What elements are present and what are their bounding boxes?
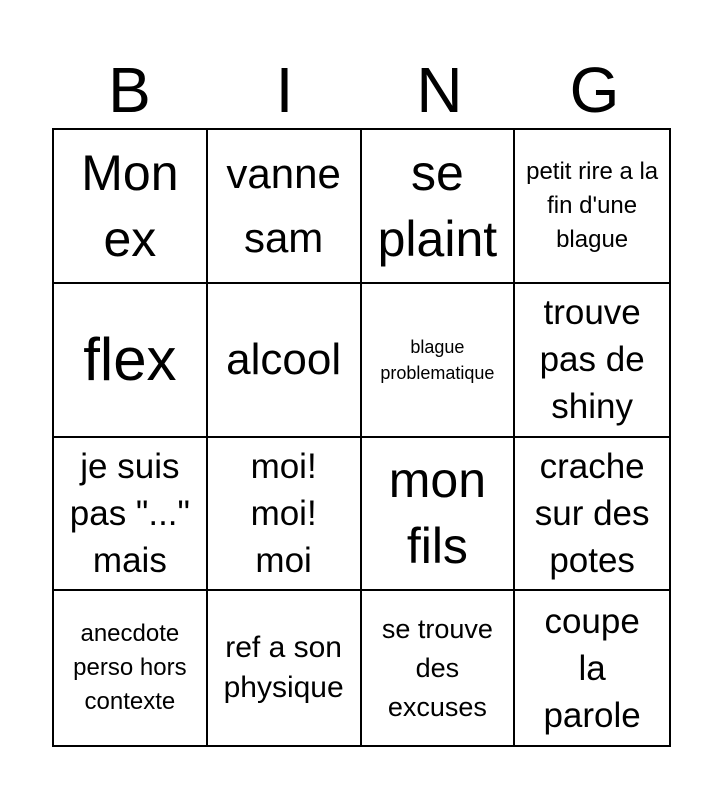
bingo-cell-r1c2[interactable]: [208, 130, 362, 284]
bingo-cell-r3c4[interactable]: [515, 438, 669, 592]
bingo-cell-r4c2[interactable]: [208, 591, 362, 745]
bingo-cell-r3c3[interactable]: [362, 438, 516, 592]
bingo-cell-label: crache sur des potes: [534, 446, 650, 580]
bingo-cell-r2c2[interactable]: [208, 284, 362, 438]
bingo-header: [52, 52, 672, 128]
bingo-cell-r2c3[interactable]: [362, 284, 516, 438]
bingo-cell-label: se trouve des excuses: [381, 613, 493, 722]
bingo-cell-r2c4[interactable]: [515, 284, 669, 438]
bingo-cell-label: petit rire a la fin d'une blague: [526, 157, 659, 253]
bingo-cell-label: mon fils: [388, 452, 486, 575]
bingo-cell-label: alcool: [226, 334, 342, 384]
header-letter-i: I: [275, 54, 294, 126]
bingo-cell-label: ref a son physique: [223, 631, 344, 705]
bingo-cell-label: blague problematique: [380, 336, 495, 383]
bingo-cell-label: flex: [83, 325, 177, 393]
bingo-cell-r4c1[interactable]: [54, 591, 208, 745]
bingo-cell-label: je suis pas "..." mais: [69, 446, 190, 580]
bingo-cell-label: se plaint: [377, 144, 498, 267]
bingo-cell-r1c4[interactable]: [515, 130, 669, 284]
header-letter-b: B: [108, 54, 151, 126]
bingo-cell-label: moi! moi! moi: [250, 446, 317, 580]
bingo-cell-r4c4[interactable]: [515, 591, 669, 745]
bingo-board: [52, 128, 671, 747]
header-letter-g: G: [569, 54, 620, 126]
bingo-cell-r2c1[interactable]: [54, 284, 208, 438]
bingo-cell-r3c1[interactable]: [54, 438, 208, 592]
bingo-cell-r3c2[interactable]: [208, 438, 362, 592]
bingo-cell-label: coupe la parole: [543, 601, 641, 735]
bingo-cell-r1c3[interactable]: [362, 130, 516, 284]
bingo-cell-label: trouve pas de shiny: [539, 293, 645, 427]
bingo-cell-label: Mon ex: [81, 144, 179, 267]
header-letter-n: N: [416, 54, 463, 126]
bingo-cell-r1c1[interactable]: [54, 130, 208, 284]
bingo-cell-label: anecdote perso hors contexte: [73, 620, 187, 716]
bingo-cell-label: vanne sam: [226, 149, 341, 261]
bingo-cell-r4c3[interactable]: [362, 591, 516, 745]
